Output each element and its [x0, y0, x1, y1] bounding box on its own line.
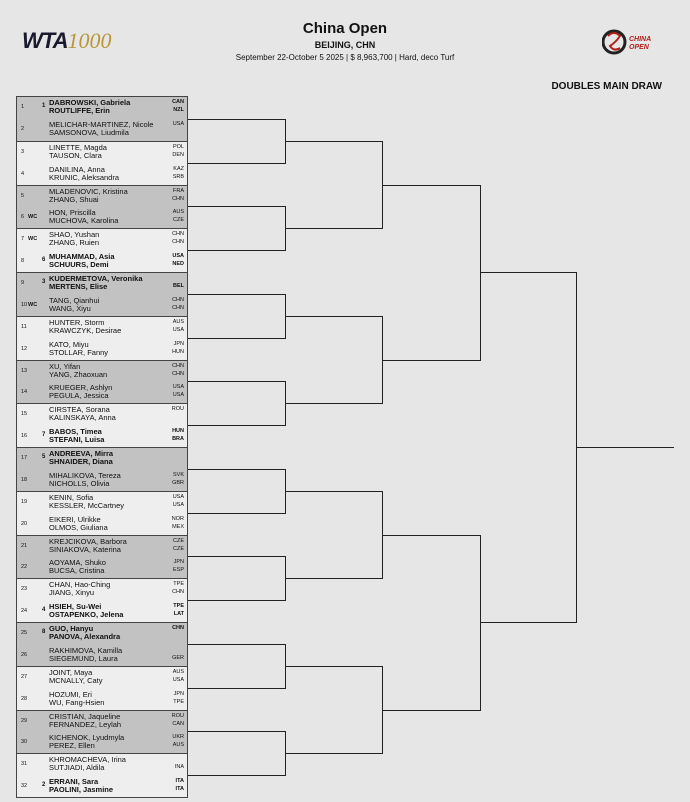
- player-name: HUNTER, Storm: [49, 317, 105, 327]
- player-name: KICHENOK, Lyudmyla: [49, 733, 125, 743]
- partner-name: MUCHOVA, Karolina: [49, 216, 119, 226]
- bracket-round-1-connector: [188, 119, 286, 164]
- draw-entry: [17, 404, 187, 426]
- first-round-match: [17, 491, 187, 535]
- partner-name: WANG, Xiyu: [49, 303, 91, 313]
- draw-entry: [17, 339, 187, 361]
- bracket-round-1-connector: [188, 644, 286, 689]
- player-name: HON, Priscilla: [49, 208, 96, 218]
- draw-position: 17: [21, 455, 28, 461]
- partner-country: GBR: [172, 479, 184, 486]
- first-round-match: [17, 97, 187, 141]
- draw-entry: [17, 186, 187, 208]
- player-country: ROU: [171, 406, 184, 413]
- partner-name: JIANG, Xinyu: [49, 588, 95, 598]
- partner-name: NICHOLLS, Olivia: [49, 478, 110, 488]
- player-country: ROU: [171, 712, 184, 719]
- player-country: AUS: [172, 318, 184, 325]
- draw-position: 23: [21, 586, 28, 593]
- draw-entry: [17, 361, 187, 383]
- seed-number: 4: [42, 607, 46, 614]
- player-name: MELICHAR-MARTINEZ, Nicole: [49, 119, 154, 129]
- first-round-match: [17, 710, 187, 754]
- bracket-round-3-connector: [383, 185, 481, 361]
- draw-title: DOUBLES MAIN DRAW: [551, 81, 662, 92]
- player-country: CZE: [173, 537, 184, 544]
- first-round-match: [17, 272, 187, 316]
- draw-position: 12: [21, 345, 28, 352]
- first-round-match: [17, 141, 187, 185]
- partner-name: KALINSKAYA, Anna: [49, 413, 116, 423]
- partner-country: USA: [172, 392, 184, 399]
- player-country: FRA: [173, 187, 184, 194]
- draw-entry: [17, 776, 187, 798]
- bracket-round-2-connector: [286, 491, 383, 580]
- draw-entry: [17, 557, 187, 579]
- draw-entry: [17, 97, 187, 119]
- partner-country: LAT: [173, 611, 184, 618]
- player-name: BABOS, Timea: [49, 427, 102, 437]
- draw-entry: [17, 142, 187, 164]
- partner-name: PAOLINI, Jasmine: [49, 785, 114, 795]
- bracket-round-2-connector: [286, 666, 383, 755]
- draw-position: 25: [21, 630, 28, 636]
- player-country: TPE: [173, 581, 184, 588]
- player-name: CHAN, Hao-Ching: [49, 580, 111, 590]
- draw-position: 5: [21, 192, 25, 199]
- player-name: KHROMACHEVA, Irina: [49, 755, 126, 765]
- player-name: CRISTIAN, Jaqueline: [49, 711, 121, 721]
- draw-position: 19: [21, 498, 28, 505]
- player-country: TPE: [173, 603, 184, 610]
- partner-country: AUS: [172, 742, 184, 749]
- draw-entry: [17, 164, 187, 186]
- partner-name: BUCSA, Cristina: [49, 566, 105, 576]
- draw-position: 16: [21, 433, 28, 440]
- partner-name: OSTAPENKO, Jelena: [49, 610, 124, 620]
- first-round-match: [17, 622, 187, 666]
- partner-country: ESP: [172, 567, 184, 574]
- player-country: AUS: [172, 668, 184, 675]
- bracket-round-1-connector: [188, 469, 286, 514]
- player-name: LINETTE, Magda: [49, 142, 107, 152]
- draw-position: 13: [21, 367, 28, 374]
- partner-country: BEL: [173, 283, 184, 289]
- bracket-round-2-connector: [286, 141, 383, 230]
- draw-position: 15: [21, 411, 28, 418]
- partner-name: SCHUURS, Demi: [49, 260, 109, 270]
- partner-name: PEGULA, Jessica: [49, 391, 109, 401]
- player-name: AOYAMA, Shuko: [49, 558, 106, 568]
- partner-country: NED: [172, 261, 184, 268]
- draw-position: 28: [21, 695, 28, 702]
- logo-text: WTA: [22, 28, 68, 53]
- bracket-round-1-connector: [188, 731, 286, 776]
- draw-entry: [17, 689, 187, 711]
- player-country: USA: [172, 384, 184, 391]
- draw-entry: [17, 754, 187, 776]
- partner-country: NZL: [173, 107, 184, 113]
- seed-number: 3: [42, 279, 46, 285]
- partner-country: ITA: [175, 786, 184, 793]
- partner-country: HUN: [172, 348, 184, 355]
- seed-number: 1: [42, 103, 46, 109]
- seed-number: 8: [42, 629, 46, 635]
- draw-entry: [17, 119, 187, 141]
- tournament-title: China Open: [302, 20, 388, 37]
- partner-country: CHN: [172, 370, 184, 377]
- draw-position: 22: [21, 564, 28, 571]
- player-name: KATO, Miyu: [49, 339, 89, 349]
- partner-name: SHNAIDER, Diana: [49, 457, 113, 466]
- first-round-match: [17, 185, 187, 229]
- partner-country: CHN: [172, 195, 184, 202]
- player-country: JPN: [173, 690, 184, 697]
- draw-position: 30: [21, 739, 28, 746]
- tournament-city: BEIJING, CHN: [314, 40, 376, 50]
- partner-name: KRAWCZYK, Desirae: [49, 325, 122, 335]
- player-name: SHAO, Yushan: [49, 230, 100, 240]
- partner-country: USA: [172, 676, 184, 683]
- player-country: ITA: [175, 778, 184, 785]
- player-country: JPN: [173, 340, 184, 347]
- partner-country: DEN: [172, 151, 184, 158]
- entry-status: WC: [28, 214, 38, 221]
- partner-country: TPE: [173, 698, 184, 705]
- draw-entry: [17, 667, 187, 689]
- partner-name: ZHANG, Ruien: [49, 238, 100, 248]
- partner-name: ROUTLIFFE, Erin: [49, 106, 110, 115]
- draw-entry: [17, 732, 187, 754]
- draw-position: 9: [21, 280, 25, 286]
- first-round-match: [17, 666, 187, 710]
- player-name: KUDERMETOVA, Veronika: [49, 274, 143, 283]
- partner-name: FERNANDEZ, Leylah: [49, 719, 122, 729]
- bracket-round-1-connector: [188, 381, 286, 426]
- draw-entry: [17, 251, 187, 273]
- china-open-logo: [602, 26, 662, 60]
- player-name: HOZUMI, Eri: [49, 689, 92, 699]
- bracket-round-1-connector: [188, 206, 286, 251]
- partner-name: STEFANI, Luisa: [49, 435, 105, 445]
- draw-entry: [17, 645, 187, 667]
- draw-entry: [17, 229, 187, 251]
- partner-name: MCNALLY, Caty: [49, 675, 103, 685]
- player-name: KRUEGER, Ashlyn: [49, 383, 113, 393]
- player-name: MLADENOVIC, Kristina: [49, 186, 128, 196]
- partner-name: KESSLER, McCartney: [49, 500, 125, 510]
- player-name: CIRSTEA, Sorana: [49, 405, 110, 415]
- player-country: CAN: [172, 99, 184, 105]
- player-name: ERRANI, Sara: [49, 777, 99, 787]
- first-round-draw: [16, 96, 188, 798]
- seed-number: 7: [42, 432, 46, 439]
- draw-entry: [17, 514, 187, 536]
- player-name: MUHAMMAD, Asia: [49, 252, 115, 262]
- player-name: DABROWSKI, Gabriela: [49, 98, 131, 107]
- draw-position: 7: [21, 236, 25, 243]
- player-country: UKR: [172, 734, 184, 741]
- draw-entry: [17, 295, 187, 317]
- bracket-round-1-connector: [188, 294, 286, 339]
- partner-name: PEREZ, Ellen: [49, 741, 95, 751]
- player-country: CHN: [172, 231, 184, 238]
- player-country: CHN: [172, 362, 184, 369]
- draw-position: 20: [21, 520, 28, 527]
- partner-name: TAUSON, Clara: [49, 150, 102, 160]
- partner-name: YANG, Zhaoxuan: [49, 369, 108, 379]
- first-round-match: [17, 753, 187, 797]
- first-round-match: [17, 228, 187, 272]
- draw-position: 29: [21, 717, 28, 724]
- draw-entry: [17, 623, 187, 645]
- player-country: SVK: [172, 471, 184, 478]
- partner-country: USA: [172, 326, 184, 333]
- draw-position: 14: [21, 389, 28, 396]
- partner-country: MEX: [172, 523, 184, 530]
- bracket-round-4-connector: [481, 272, 577, 623]
- partner-name: STOLLAR, Fanny: [49, 347, 109, 357]
- draw-position: 32: [21, 783, 28, 790]
- player-country: HUN: [172, 428, 184, 435]
- partner-name: KRUNIC, Aleksandra: [49, 172, 120, 182]
- draw-position: 21: [21, 542, 28, 549]
- player-name: KENIN, Sofia: [49, 492, 94, 502]
- first-round-match: [17, 316, 187, 360]
- partner-name: ZHANG, Shuai: [49, 194, 99, 204]
- player-name: MIHALIKOVA, Tereza: [49, 470, 121, 480]
- first-round-match: [17, 360, 187, 404]
- player-name: ANDREEVA, Mirra: [49, 449, 114, 458]
- player-country: USA: [172, 253, 184, 260]
- player-country: CHN: [172, 625, 184, 631]
- partner-name: MERTENS, Elise: [49, 282, 108, 291]
- player-country: USA: [172, 493, 184, 500]
- draw-position: 4: [21, 170, 25, 177]
- draw-entry: [17, 492, 187, 514]
- partner-name: PANOVA, Alexandra: [49, 632, 121, 641]
- first-round-match: [17, 403, 187, 447]
- partner-country: SRB: [172, 173, 184, 180]
- seed-number: 6: [42, 257, 46, 264]
- partner-country: CHN: [172, 304, 184, 311]
- player-name: DANILINA, Anna: [49, 164, 105, 174]
- partner-country: CAN: [172, 720, 184, 727]
- partner-name: WU, Fang-Hsien: [49, 697, 105, 707]
- draw-entry: [17, 317, 187, 339]
- draw-position: 31: [21, 761, 28, 768]
- player-name: EIKERI, Ulrikke: [49, 514, 101, 524]
- player-country: JPN: [173, 559, 184, 566]
- partner-country: BRA: [172, 436, 184, 443]
- draw-position: 2: [21, 125, 25, 132]
- partner-country: GER: [172, 654, 184, 661]
- partner-country: USA: [172, 501, 184, 508]
- draw-position: 1: [21, 104, 25, 110]
- bracket-round-3-connector: [383, 535, 481, 711]
- player-name: GUO, Hanyu: [49, 624, 94, 633]
- player-name: TANG, Qianhui: [49, 295, 100, 305]
- partner-name: OLMOS, Giuliana: [49, 522, 108, 532]
- draw-position: 8: [21, 258, 25, 265]
- first-round-match: [17, 578, 187, 622]
- draw-entry: [17, 207, 187, 229]
- draw-entry: [17, 579, 187, 601]
- partner-name: SAMSONOVA, Liudmila: [49, 127, 129, 137]
- seed-number: 5: [42, 454, 46, 460]
- draw-position: 24: [21, 608, 28, 615]
- tournament-info: September 22-October 5 2025 | $ 8,963,700 | Hard, deco Turf: [235, 53, 455, 62]
- draw-position: 18: [21, 476, 28, 483]
- player-country: KAZ: [173, 165, 184, 172]
- draw-entry: [17, 448, 187, 470]
- final-winner-line: [577, 447, 674, 448]
- seed-number: 2: [42, 782, 46, 789]
- draw-position: 27: [21, 673, 28, 680]
- partner-name: SIEGEMUND, Laura: [49, 653, 118, 663]
- player-country: CHN: [172, 296, 184, 303]
- first-round-match: [17, 447, 187, 491]
- player-name: KREJCIKOVA, Barbora: [49, 536, 127, 546]
- draw-entry: [17, 601, 187, 623]
- partner-country: CHN: [172, 239, 184, 246]
- player-country: NOR: [171, 515, 184, 522]
- player-name: HSIEH, Su-Wei: [49, 602, 102, 612]
- draw-entry: [17, 470, 187, 492]
- player-country: AUS: [172, 209, 184, 216]
- draw-position: 26: [21, 651, 28, 658]
- logo-number: 1000: [67, 28, 112, 53]
- player-country: USA: [172, 120, 184, 127]
- draw-entry: [17, 711, 187, 733]
- partner-country: INA: [174, 764, 184, 771]
- player-country: POL: [172, 143, 184, 150]
- entry-status: WC: [28, 301, 38, 308]
- partner-country: CHN: [172, 589, 184, 596]
- draw-position: 6: [21, 214, 25, 221]
- first-round-match: [17, 535, 187, 579]
- draw-entry: [17, 273, 187, 295]
- draw-position: 3: [21, 148, 25, 155]
- china-open-logo-text: CHINA OPEN: [629, 36, 651, 51]
- partner-country: CZE: [173, 545, 184, 552]
- bracket-round-2-connector: [286, 316, 383, 405]
- player-name: JOINT, Maya: [49, 667, 93, 677]
- partner-name: SINIAKOVA, Katerina: [49, 544, 121, 554]
- draw-entry: [17, 426, 187, 448]
- player-name: RAKHIMOVA, Kamilla: [49, 645, 123, 655]
- bracket-round-1-connector: [188, 556, 286, 601]
- draw-entry: [17, 536, 187, 558]
- draw-position: 11: [21, 323, 27, 330]
- player-name: XU, Yifan: [49, 361, 81, 371]
- draw-entry: [17, 382, 187, 404]
- partner-country: CZE: [173, 217, 184, 224]
- partner-name: SUTJIADI, Aldila: [49, 763, 105, 773]
- entry-status: WC: [28, 236, 38, 243]
- draw-position: 10: [21, 301, 28, 308]
